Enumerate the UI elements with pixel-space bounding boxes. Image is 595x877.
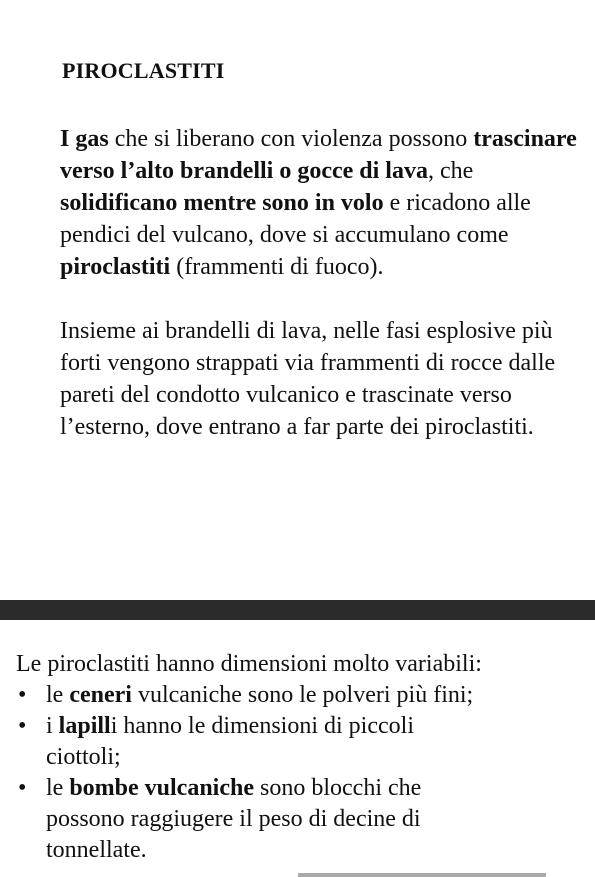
intro-text: Le piroclastiti hanno dimensioni molto variabili: (16, 651, 482, 677)
list-item-text (46, 773, 486, 866)
text-bold: I gas (60, 126, 109, 152)
text-bold: ceneri (69, 682, 132, 708)
list-item-text (46, 711, 476, 773)
text-span: le (46, 682, 70, 708)
text-span: (frammenti di fuoco). (170, 254, 384, 280)
list-item-text (46, 680, 576, 711)
text-bold: piroclastiti (60, 254, 171, 280)
slide-bottom (0, 620, 595, 877)
text-span: i (46, 713, 59, 739)
text-span: e ricadono alle pendici del vulcano, dove si accumulano come (60, 190, 531, 248)
text-span: le (46, 775, 70, 801)
text-bold: solidificano mentre sono in volo (60, 190, 384, 216)
paragraph-gas (60, 123, 580, 283)
text-span: , che (427, 158, 474, 184)
text-bold: lapill (58, 713, 111, 739)
text-span: sono blocchi che possono raggiugere il peso di decine di tonnellate. (46, 775, 422, 863)
text-span: che si liberano con violenza possono (108, 126, 474, 152)
image-edge (298, 873, 546, 877)
slide-title: PIROCLASTITI (62, 58, 225, 83)
text-bold: trascinare verso l’alto brandelli o gocce di lava (60, 126, 577, 184)
text-span: vulcaniche sono le polveri più fini; (131, 682, 474, 708)
bullet-icon: • (18, 713, 27, 739)
slide-separator (0, 600, 595, 620)
bullet-icon: • (18, 775, 27, 801)
bullet-icon: • (18, 682, 27, 708)
paragraph-rock-fragments: Insieme ai brandelli di lava, nelle fasi esplosive più forti vengono strappati via frammenti di rocce dalle pareti del condotto vulcanico e trascinate verso l’esterno, dove entrano a far parte dei piroclastiti. (60, 318, 556, 440)
text-bold: bombe vulcaniche (69, 775, 255, 801)
text-span: i hanno le dimensioni di piccoli ciottoli; (46, 713, 414, 770)
